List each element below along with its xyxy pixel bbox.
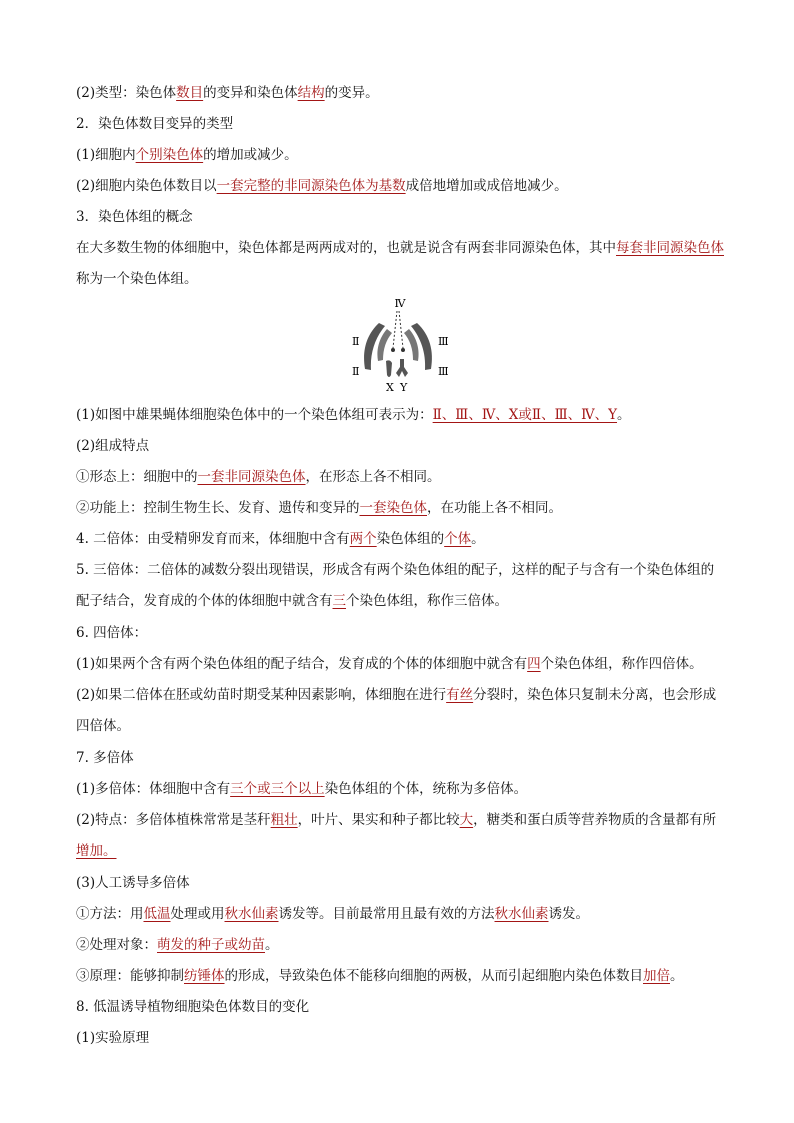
answer-text: 三 <box>332 593 346 609</box>
text: 诱发。 <box>548 906 589 922</box>
text: ，糖类和蛋白质等营养物质的含量都有所 <box>473 812 717 828</box>
text: 个染色体组，称作四倍体。 <box>540 656 703 672</box>
text: (1)实验原理 <box>76 1030 150 1046</box>
line-individual-chromosome <box>76 145 298 165</box>
line-treatment-object <box>76 935 279 955</box>
chromosome-diagram <box>342 293 454 393</box>
text: (2)如果二倍体在胚或幼苗时期受某种因素影响，体细胞在进行 <box>76 687 447 703</box>
answer-text: 一套非同源染色体 <box>197 469 306 485</box>
paragraph-triploid <box>76 555 726 617</box>
text: (2)组成特点 <box>76 438 150 454</box>
line-artificial-induction <box>76 873 190 893</box>
line-variation-types <box>76 83 379 103</box>
chromosome-iii-inner <box>404 329 419 361</box>
line-function <box>76 498 562 518</box>
text: ①方法：用 <box>76 906 144 922</box>
text: ②处理对象： <box>76 937 157 953</box>
text: 称为一个染色体组。 <box>76 271 198 287</box>
text: 的增加或减少。 <box>203 147 298 163</box>
paragraph-tetraploid-2 <box>76 680 726 742</box>
text: ，叶片、果实和种子都比较 <box>297 812 460 828</box>
label-iv: Ⅳ <box>394 297 406 310</box>
answer-text: 萌发的种子或幼苗 <box>157 937 265 953</box>
line-experiment-principle <box>76 1028 149 1048</box>
chromosome-ii-inner <box>377 329 392 361</box>
label-ii-bottom: Ⅱ <box>352 365 360 378</box>
text: 。 <box>617 407 631 423</box>
answer-text: 大 <box>459 812 474 828</box>
answer-text: 纺锤体 <box>184 968 225 984</box>
line-polyploid-definition <box>76 779 527 799</box>
label-y: Y <box>400 381 408 393</box>
line-fruitfly-set <box>76 405 631 425</box>
text: (2)类型：染色体 <box>76 85 177 101</box>
heading-3 <box>76 207 193 227</box>
text: 在大多数生物的体细胞中，染色体都是两两成对的，也就是说含有两套非同源染色体，其中 <box>76 240 616 256</box>
heading-text: 2．染色体数目变异的类型 <box>76 116 234 132</box>
answer-text: 一套完整的非同源染色体为基数 <box>216 178 406 194</box>
line-chromosome-set-base <box>76 176 568 196</box>
answer-text: 有丝 <box>446 687 474 703</box>
text: 诱发等。目前最常用且最有效的方法 <box>278 906 495 922</box>
heading-text: 8. 低温诱导植物细胞染色体数目的变化 <box>76 999 310 1015</box>
answer-text: 秋水仙素 <box>494 906 549 922</box>
text: 的形成，导致染色体不能移向细胞的两极，从而引起细胞内染色体数目 <box>224 968 643 984</box>
heading-8 <box>76 997 309 1017</box>
text: 染色体组的 <box>376 531 445 547</box>
answer-text: 一套染色体 <box>359 500 427 516</box>
text: (1)如果两个含有两个染色体组的配子结合，发育成的个体的体细胞中就含有 <box>76 656 528 672</box>
answer-text: 两个 <box>349 531 377 547</box>
chromosome-iv-dot-right <box>401 348 405 352</box>
heading-6 <box>76 623 147 643</box>
chromosome-y <box>396 359 408 377</box>
text: 。 <box>471 531 485 547</box>
text: ，在形态上各不相同。 <box>305 469 441 485</box>
spindle-line-left <box>393 311 397 348</box>
text: ②功能上：控制生物生长、发育、遗传和变异的 <box>76 500 360 516</box>
text: 5. 三倍体：二倍体的减数分裂出现错误，形成含有两个染色体组的配子，这样的配子与含有一个染色体组的配子结合，发育成的个体的体细胞中就含有 <box>76 562 715 609</box>
text: (1)细胞内 <box>76 147 136 163</box>
text: 的变异。 <box>324 85 379 101</box>
answer-text: 数目 <box>176 85 204 101</box>
text: 的变异和染色体 <box>203 85 298 101</box>
line-principle <box>76 966 684 986</box>
text: (1)多倍体：体细胞中含有 <box>76 781 231 797</box>
label-x: X <box>386 381 394 393</box>
text: 4. 二倍体：由受精卵发育而来，体细胞中含有 <box>76 531 350 547</box>
answer-text: 个别染色体 <box>135 147 204 163</box>
text: 染色体组的个体，统称为多倍体。 <box>324 781 528 797</box>
answer-text: 个体 <box>444 531 472 547</box>
heading-7 <box>76 748 134 768</box>
heading-text: 7. 多倍体 <box>76 750 134 766</box>
text: 个染色体组，称作三倍体。 <box>346 593 508 609</box>
line-morphology <box>76 467 441 487</box>
label-iii-top: Ⅲ <box>438 335 449 348</box>
text: (1)如图中雄果蝇体细胞染色体中的一个染色体组可表示为： <box>76 407 433 423</box>
line-composition-features <box>76 436 149 456</box>
text: ③原理：能够抑制 <box>76 968 184 984</box>
answer-text: 四 <box>527 656 541 672</box>
text: 处理或用 <box>170 906 225 922</box>
label-iii-bottom: Ⅲ <box>438 365 449 378</box>
text: (2)细胞内染色体数目以 <box>76 178 217 194</box>
text: (3)人工诱导多倍体 <box>76 875 190 891</box>
text: ，在功能上各不相同。 <box>427 500 562 516</box>
line-diploid <box>76 529 485 549</box>
text: ①形态上：细胞中的 <box>76 469 198 485</box>
paragraph-chromosome-set-concept <box>76 233 726 295</box>
answer-text: 加倍 <box>643 968 670 984</box>
text: 成倍地增加或成倍地减少。 <box>405 178 568 194</box>
heading-text: 3．染色体组的概念 <box>76 209 193 225</box>
chromosome-x <box>386 360 392 377</box>
heading-2 <box>76 114 233 134</box>
heading-text: 6. 四倍体： <box>76 625 148 641</box>
line-tetraploid-1 <box>76 654 703 674</box>
answer-text: 增加。 <box>76 843 117 859</box>
spindle-line-right <box>399 311 403 348</box>
answer-text: 秋水仙素 <box>224 906 279 922</box>
chromosome-iv-dot-left <box>391 348 395 352</box>
answer-text: 粗壮 <box>270 812 298 828</box>
paragraph-polyploid-features <box>76 805 726 867</box>
line-method <box>76 904 589 924</box>
label-ii-top: Ⅱ <box>352 335 360 348</box>
answer-text: Ⅱ、Ⅲ、Ⅳ、X或Ⅱ、Ⅲ、Ⅳ、Y <box>432 407 618 423</box>
text: (2)特点：多倍体植株常常是茎秆 <box>76 812 271 828</box>
answer-text: 结构 <box>297 85 325 101</box>
text: 分裂时，染色体只复制未分离，也会形成四倍体。 <box>76 687 717 734</box>
answer-text: 三个或三个以上 <box>230 781 325 797</box>
chromosome-diagram-svg <box>342 293 454 393</box>
answer-text: 低温 <box>143 906 171 922</box>
answer-text: 每套非同源染色体 <box>616 240 724 256</box>
text: 。 <box>265 937 279 953</box>
text: 。 <box>670 968 684 984</box>
